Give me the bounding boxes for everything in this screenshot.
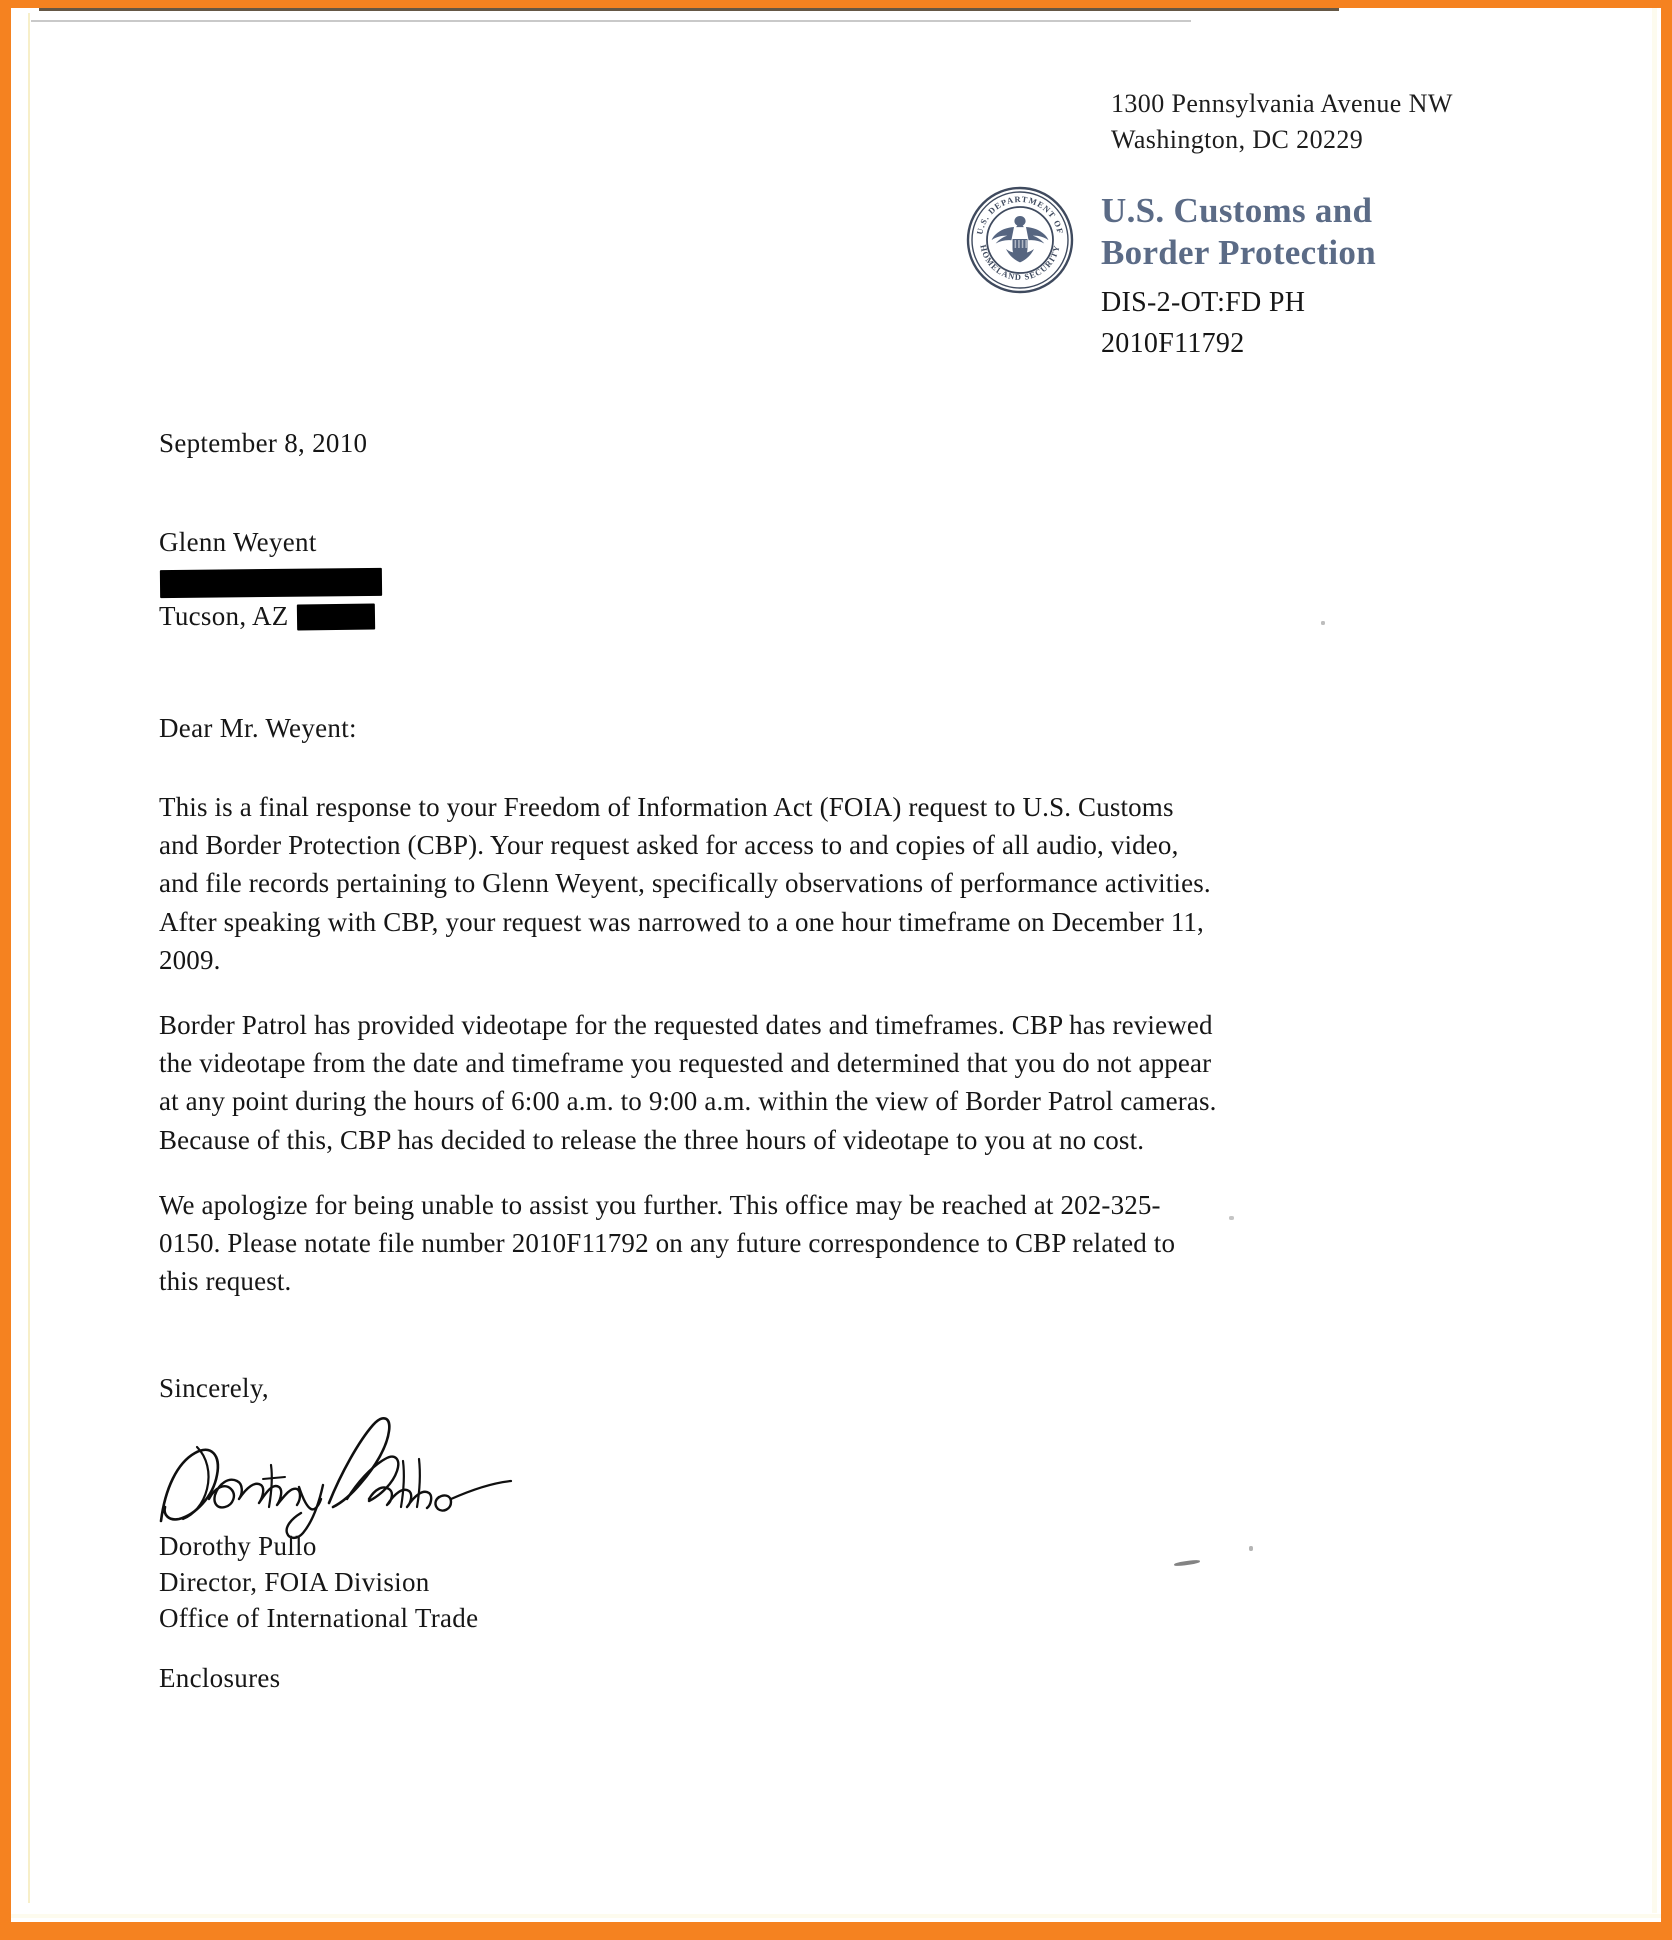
signer-office: Office of International Trade <box>159 1603 479 1633</box>
file-reference-number: 2010F11792 <box>1101 328 1245 359</box>
letter-date: September 8, 2010 <box>159 428 368 458</box>
signature-block <box>159 1528 478 1636</box>
letter-paper <box>11 8 1661 1922</box>
scan-speck <box>1249 1546 1253 1551</box>
return-address <box>1111 86 1453 158</box>
svg-text:U.S. DEPARTMENT OF: U.S. DEPARTMENT OF <box>975 194 1065 236</box>
return-address-street: 1300 Pennsylvania Avenue NW <box>1111 89 1453 118</box>
file-reference <box>1101 282 1305 364</box>
scan-speck <box>1229 1216 1234 1220</box>
agency-name-line1: U.S. Customs and <box>1101 191 1373 230</box>
signer-name: Dorothy Pullo <box>159 1531 317 1561</box>
paragraph-3: We apologize for being unable to assist you further. This office may be reached at 202-325-0150. Please notate file number 2010F11792 on any future correspondence to CBP related to this request. <box>159 1189 1176 1297</box>
letter-body <box>11 8 1661 1922</box>
recipient-city-state: Tucson, AZ <box>159 601 289 631</box>
redaction-bar-zip <box>296 603 374 630</box>
recipient-name: Glenn Weyent <box>159 527 317 557</box>
redaction-bar-street <box>160 568 382 598</box>
scan-speck <box>1174 1559 1200 1567</box>
svg-text:HOMELAND SECURITY: HOMELAND SECURITY <box>978 243 1062 283</box>
recipient-city-line <box>159 598 382 635</box>
file-reference-code: DIS-2-OT:FD PH <box>1101 287 1306 318</box>
agency-name <box>1101 190 1376 274</box>
dhs-seal-icon <box>966 186 1074 294</box>
paragraph-1: This is a final response to your Freedom of Information Act (FOIA) request to U.S. Customs and Border Protection (CBP). Your request asked for access to and copies of all audio, video, and file records pertaining to Glenn Weyent, specifically observations of performance activities. After speaking with CBP, your request was narrowed to a one hour timeframe on December 11, 2009. <box>159 792 1211 975</box>
closing-salutation: Sincerely, <box>159 1373 269 1403</box>
recipient-street-line <box>159 561 382 598</box>
enclosures-notation: Enclosures <box>159 1663 281 1693</box>
paragraph-2: Border Patrol has provided videotape for the requested dates and timeframes. CBP has reviewed the videotape from the date and timeframe you requested and determined that you do not appear at any point during the hours of 6:00 a.m. to 9:00 a.m. within the view of Border Patrol cameras. Because of this, CBP has decided to release the three hours of videotape to you at no cost. <box>159 1010 1217 1155</box>
agency-name-line2: Border Protection <box>1101 233 1376 272</box>
recipient-address-block <box>159 524 382 635</box>
scan-speck <box>1321 621 1325 625</box>
salutation: Dear Mr. Weyent: <box>159 713 357 743</box>
return-address-city: Washington, DC 20229 <box>1111 125 1364 154</box>
letter-paragraphs <box>159 788 1219 1327</box>
signer-title: Director, FOIA Division <box>159 1567 430 1597</box>
handwritten-signature <box>151 1403 571 1543</box>
